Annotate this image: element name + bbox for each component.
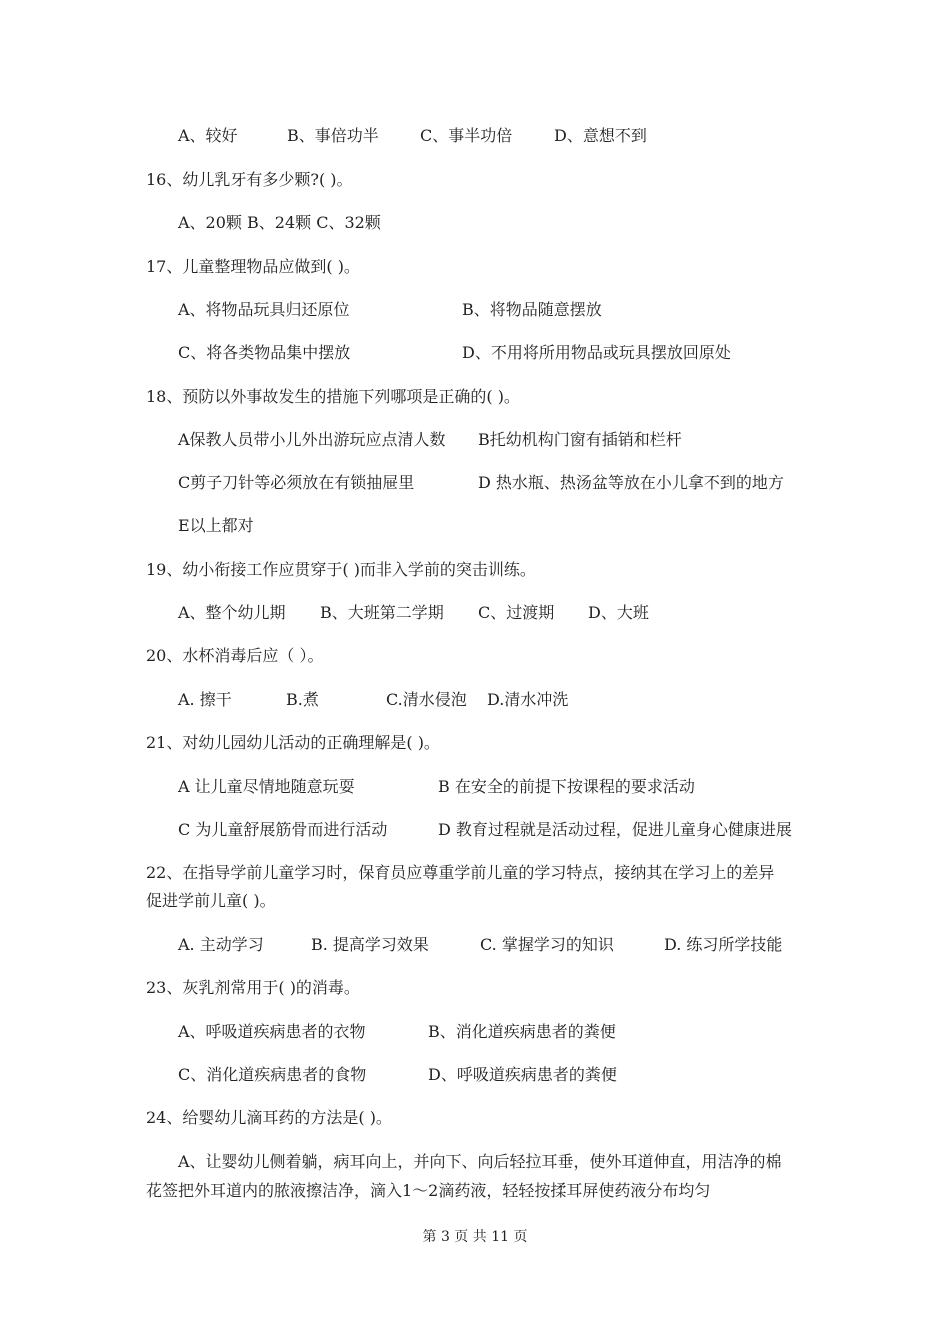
q24-question: 24、给婴幼儿滴耳药的方法是( )。 xyxy=(146,1108,392,1127)
q18-option-b: B托幼机构门窗有插销和栏杆 xyxy=(478,430,682,449)
q19-question: 19、幼小衔接工作应贯穿于( )而非入学前的突击训练。 xyxy=(146,560,536,579)
q20-option-d: D.清水冲洗 xyxy=(487,690,569,709)
page-number: 第 3 页 共 11 页 xyxy=(422,1229,528,1245)
q15-option-b: B、事倍功半 xyxy=(287,126,379,145)
q22-option-c: C. 掌握学习的知识 xyxy=(480,935,614,954)
q20-option-c: C.清水侵泡 xyxy=(386,690,467,709)
q17-option-b: B、将物品随意摆放 xyxy=(462,300,602,319)
q18-option-e: E以上都对 xyxy=(178,516,254,535)
q21-option-c: C 为儿童舒展筋骨而进行活动 xyxy=(178,820,388,839)
q21-option-a: A 让儿童尽情地随意玩耍 xyxy=(178,777,355,796)
q23-option-d: D、呼吸道疾病患者的粪便 xyxy=(428,1065,617,1084)
q17-option-d: D、不用将所用物品或玩具摆放回原处 xyxy=(462,343,731,362)
q15-option-c: C、事半功倍 xyxy=(420,126,513,145)
q23-question: 23、灰乳剂常用于( )的消毒。 xyxy=(146,978,360,997)
q19-option-c: C、过渡期 xyxy=(478,603,555,622)
q15-option-a: A、较好 xyxy=(178,126,238,145)
q21-question: 21、对幼儿园幼儿活动的正确理解是( )。 xyxy=(146,733,440,752)
q21-option-d: D 教育过程就是活动过程，促进儿童身心健康进展 xyxy=(438,820,792,839)
q18-option-d: D 热水瓶、热汤盆等放在小儿拿不到的地方 xyxy=(478,473,784,492)
q23-option-a: A、呼吸道疾病患者的衣物 xyxy=(178,1022,366,1041)
q20-option-b: B.煮 xyxy=(286,690,319,709)
q20-question: 20、水杯消毒后应（ ）。 xyxy=(146,646,324,665)
q18-option-a: A保教人员带小儿外出游玩应点清人数 xyxy=(178,430,446,449)
q24-answer-line1: A、让婴幼儿侧着躺，病耳向上，并向下、向后轻拉耳垂，使外耳道伸直，用洁净的棉 xyxy=(178,1152,782,1171)
q18-question: 18、预防以外事故发生的措施下列哪项是正确的( )。 xyxy=(146,387,520,406)
q16-options: A、20颗 B、24颗 C、32颗 xyxy=(178,213,381,232)
q23-option-c: C、消化道疾病患者的食物 xyxy=(178,1065,367,1084)
q19-option-d: D、大班 xyxy=(588,603,649,622)
q22-option-d: D. 练习所学技能 xyxy=(664,935,783,954)
q17-option-c: C、将各类物品集中摆放 xyxy=(178,343,351,362)
q16-question: 16、幼儿乳牙有多少颗?( )。 xyxy=(146,170,353,189)
q17-question: 17、儿童整理物品应做到( )。 xyxy=(146,257,360,276)
q22-question-line2: 促进学前儿童( )。 xyxy=(146,891,276,910)
q22-option-b: B. 提高学习效果 xyxy=(311,935,429,954)
q22-option-a: A. 主动学习 xyxy=(178,935,264,954)
q22-question-line1: 22、在指导学前儿童学习时，保育员应尊重学前儿童的学习特点，接纳其在学习上的差异 xyxy=(146,863,775,882)
q24-answer-line2: 花签把外耳道内的脓液擦洁净，滴入1～2滴药液，轻轻按揉耳屏使药液分布均匀 xyxy=(146,1181,711,1200)
q20-option-a: A. 擦干 xyxy=(178,690,232,709)
q23-option-b: B、消化道疾病患者的粪便 xyxy=(428,1022,616,1041)
q19-option-a: A、整个幼儿期 xyxy=(178,603,286,622)
q21-option-b: B 在安全的前提下按课程的要求活动 xyxy=(438,777,695,796)
q17-option-a: A、将物品玩具归还原位 xyxy=(178,300,350,319)
q18-option-c: C剪子刀针等必须放在有锁抽屉里 xyxy=(178,473,415,492)
q15-option-d: D、意想不到 xyxy=(554,126,647,145)
q19-option-b: B、大班第二学期 xyxy=(320,603,444,622)
